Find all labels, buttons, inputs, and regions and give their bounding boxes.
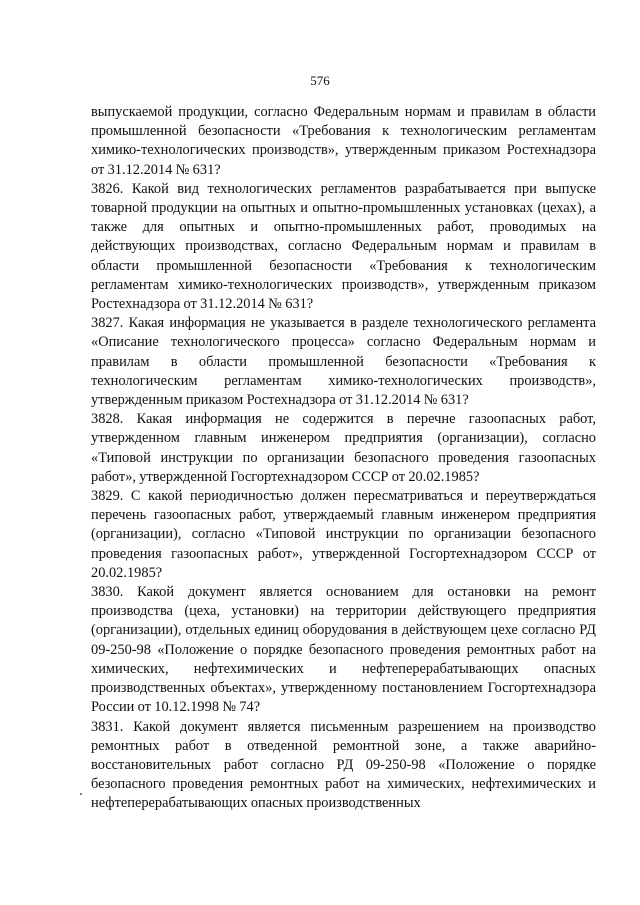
paragraph-continuation: выпускаемой продукции, согласно Федеральным нормам и правилам в области промышленной безопасности «Требования к технологическим регламентам химико-технологических производств», утвержденным приказом Ростехнадзора от 31.12.2014 № 631? bbox=[91, 104, 596, 178]
question-3831: 3831. Какой документ является письменным разрешением на производство ремонтных работ в отведенной ремонтной зоне, а также аварийно-восстановительных работ согласно РД 09-250-98 «Положение о порядке безопасного проведения ремонтных работ на химических, нефтехимических и нефтеперерабатывающих опасных производственных bbox=[91, 718, 596, 812]
question-3829: 3829. С какой периодичностью должен пересматриваться и переутверждаться перечень газоопасных работ, утверждаемый главным инженером предприятия (организации), согласно «Типовой инструкции по организации безопасного проведения газоопасных работ», утвержденной Госгортехнадзором СССР от 20.02.1985? bbox=[91, 488, 596, 581]
question-3830: 3830. Какой документ является основанием для остановки на ремонт производства (цеха, установки) на территории действующего предприятия (организации), отдельных единиц оборудования в действующем цехе согласно РД 09-250-98 «Положение о порядке безопасного проведения ремонтных работ на химических, нефтехимических и нефтеперерабатывающих опасных производственных объектах», утвержденному постановлением Госгортехнадзора России от 10.12.1998 № 74? bbox=[91, 584, 596, 716]
question-3826: 3826. Какой вид технологических регламентов разрабатывается при выпуске товарной продукции на опытных и опытно-промышленных установках (цехах), а также для опытных и опытно-промышленных работ, проводимых на действующих производствах, согласно Федеральным нормам и правилам в области промышленной безопасности «Требования к технологическим регламентам химико-технологических производств», утвержденным приказом Ростехнадзора от 31.12.2014 № 631? bbox=[91, 180, 596, 313]
page-body bbox=[91, 103, 596, 814]
question-3828: 3828. Какая информация не содержится в перечне газоопасных работ, утвержденном главным инженером предприятия (организации), согласно «Типовой инструкции по организации безопасного проведения газоопасных работ», утвержденной Госгортехнадзором СССР от 20.02.1985? bbox=[91, 411, 596, 485]
question-3827: 3827. Какая информация не указывается в разделе технологического регламента «Описание технологического процесса» согласно Федеральным нормам и правилам в области промышленной безопасности «Требования к технологическим регламентам химико-технологических производств», утвержденным приказом Ростехнадзора от 31.12.2014 № 631? bbox=[91, 315, 596, 409]
scan-speck bbox=[80, 793, 82, 795]
page-number: 576 bbox=[310, 73, 330, 88]
